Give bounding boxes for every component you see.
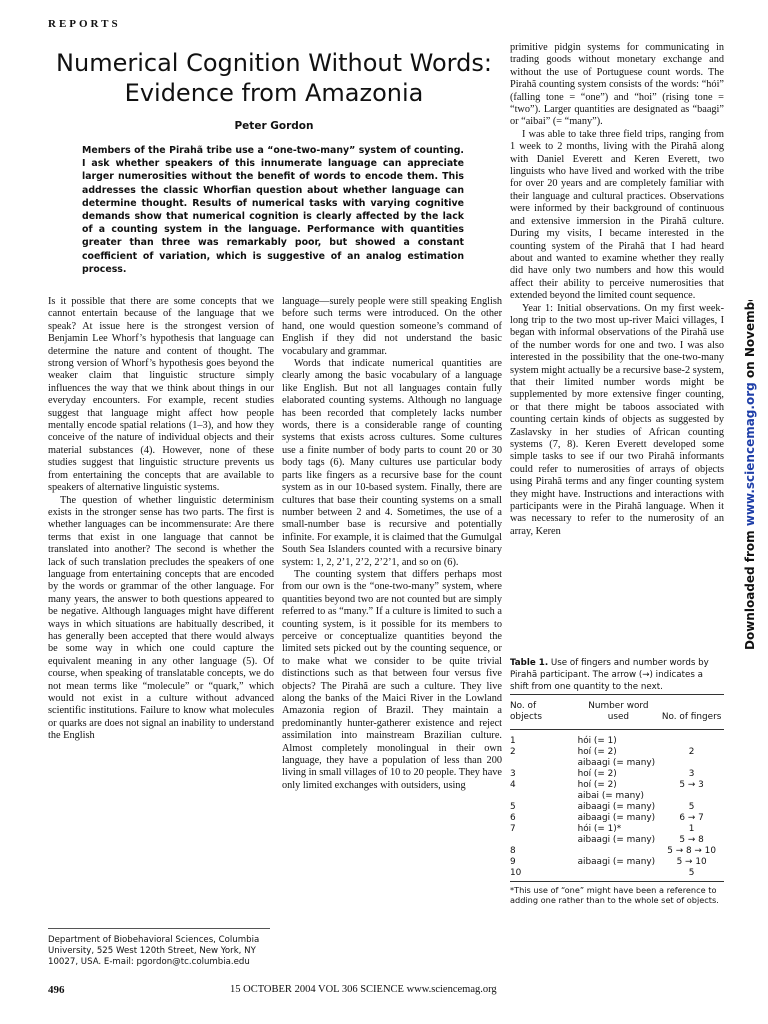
author-name: Peter Gordon <box>234 120 314 132</box>
table-cell: aibaagi (= many) <box>577 857 656 867</box>
table-cell: 1 <box>510 736 516 746</box>
table-cell: 6 <box>510 813 516 823</box>
column-header: No. of fingers <box>659 695 724 730</box>
table-cell <box>659 758 724 769</box>
body-paragraph: Words that indicate numerical quantities are clearly among the basic vocabulary of a language like English. But not all languages contain fully elaborated counting systems. Although no language has been recorded that completely lacks number words, there is a considerable range of counting systems that exists across cultures. Some cultures use a finite number of body parts to count 20 or 30 body tags (6). Many cultures use particular body parts like fingers as a recursive base for the count system as in our 10-based system. Finally, there are cultures that base their counting systems on a small number between 2 and 4. Sometimes, the use of a small-number base is recursive and potentially infinite. For example, it is claimed that the Gumulgal South Sea Islanders counted with a recursive binary system: 1, 2, 2’1, 2’2, 2’2’1, and so on (6). <box>282 358 502 568</box>
table-cell: 5 <box>659 868 724 882</box>
article-title: Numerical Cognition Without Words: Evidence from Amazonia <box>56 49 492 107</box>
table-cell: aibai (= many) <box>577 791 644 801</box>
table-cell: hoí (= 2) <box>577 769 617 779</box>
table-cell <box>659 730 724 748</box>
section-label: REPORTS <box>48 18 121 30</box>
body-paragraph: primitive pidgin systems for communicating in trading goods without monetary exchange and without the use of Portuguese count words. The Pirahã counting system consists of the words: “hói” (falling tone = “one”) and “hoi” (rising tone = “two”). Larger quantities are designated as “baagi” or “aibai” (= “many”). <box>510 42 724 128</box>
table-cell: hoí (= 2) <box>577 780 617 790</box>
table-cell: aibaagi (= many) <box>577 758 656 768</box>
table-row <box>510 868 724 882</box>
table-cell: 2 <box>688 747 695 757</box>
table-row <box>510 769 724 780</box>
table-cell: 3 <box>510 769 516 779</box>
table-row <box>510 802 724 813</box>
table-row <box>510 824 724 835</box>
table-caption <box>510 658 724 693</box>
table-cell <box>568 846 660 857</box>
table-cell: 5 → 3 <box>679 780 704 790</box>
table-row <box>510 747 724 758</box>
table-cell: hói (= 1) <box>577 736 617 746</box>
table-cell: 2 <box>510 747 516 757</box>
table-cell: 7 <box>510 824 516 834</box>
table-row <box>510 846 724 857</box>
body-paragraph: language—surely people were still speaking English before such terms were introduced. On the other hand, one would question someone’s command of English if they did not understand the basic vocabulary and grammar. <box>282 296 502 357</box>
table-cell: 5 → 8 → 10 <box>667 846 716 856</box>
download-suffix: on November 20, 2015 <box>743 300 757 383</box>
table-body <box>510 730 724 882</box>
table-row <box>510 813 724 824</box>
table-cell <box>510 835 568 846</box>
table-cell <box>659 791 724 802</box>
column-header: No. of objects <box>510 695 568 730</box>
table-header-row <box>510 695 724 730</box>
download-prefix: Downloaded from <box>743 526 757 650</box>
table-cell <box>568 868 660 882</box>
table-caption-text: Use of fingers and number words by Pirahã participant. The arrow (→) indicates a shift from one quantity to the next. <box>510 658 709 692</box>
download-watermark-svg <box>736 300 760 650</box>
table-row <box>510 857 724 868</box>
table-cell <box>510 758 568 769</box>
author-affiliation: Department of Biobehavioral Sciences, Columbia University, 525 West 120th Street, New York, NY 10027, USA. E-mail: pgordon@tc.columbia.edu <box>48 928 270 968</box>
table-cell: hoí (= 2) <box>577 747 617 757</box>
download-link[interactable]: www.sciencemag.org <box>743 382 757 527</box>
table-cell: hói (= 1)* <box>577 824 622 834</box>
body-paragraph: The counting system that differs perhaps most from our own is the “one-two-many” system, where quantities beyond two are not counted but are simply referred to as “many.” If a culture is limited to such a counting system, is it possible for its members to perceive or conceptualize quantities beyond the limited sets picked out by the counting sequence, or to make what we consider to be quite trivial distinctions such as that between four versus five objects? The Pirahã are such a culture. They live along the banks of the Maici River in the Lowland Amazonia region of Brazil. They maintain a predominantly hunter-gatherer existence and reject assimilation into mainstream Brazilian culture. Almost completely monolingual in their own language, they have a population of less than 200 living in small villages of 10 to 20 people. They have only limited exchanges with outsiders, using <box>282 568 502 791</box>
table-region <box>510 694 724 906</box>
data-table <box>510 694 724 882</box>
body-column-3 <box>510 42 724 538</box>
table-cell: 5 <box>510 802 516 812</box>
abstract: Members of the Pirahã tribe use a “one-two-many” system of counting. I ask whether speakers of this innumerate language can appreciate larger numerosities without the benefit of words to encode them. This addresses the classic Whorfian question about whether language can determine thought. Results of numerical tasks with varying cognitive demands show that numerical cognition is clearly affected by the lack of a counting system in the language. Performance with quantities greater than three was remarkably poor, but showed a constant coefficient of variation, which is suggestive of an analog estimation process. <box>82 145 464 275</box>
table-cell <box>510 791 568 802</box>
table-cell: 10 <box>510 868 568 882</box>
table-label: Table 1. <box>510 658 549 668</box>
table-cell: 5 <box>688 802 695 812</box>
table-row <box>510 780 724 791</box>
page-number: 496 <box>48 984 65 996</box>
table-cell: 8 <box>510 846 516 856</box>
table-cell: 4 <box>510 780 516 790</box>
table-cell: 3 <box>688 769 695 779</box>
table-cell: 6 → 7 <box>679 813 704 823</box>
svg-text:Downloaded from www.sciencemag <box>743 300 757 650</box>
body-column-1 <box>48 296 274 743</box>
issue-line: 15 OCTOBER 2004 VOL 306 SCIENCE www.sciencemag.org <box>230 984 497 995</box>
table-cell: 1 <box>688 824 695 834</box>
table-row <box>510 835 724 846</box>
table-cell: aibaagi (= many) <box>577 835 656 845</box>
body-paragraph: I was able to take three field trips, ranging from 1 week to 2 months, living with the Pirahã along with Daniel Everett and Keren Everett, two linguists who have lived and worked with the tribe for over 20 years and are completely familiar with their language and cultural practices. Observations were informed by their background of continuous and extensive immersion in the Pirahã culture. During my visits, I became interested in the counting system of the Pirahã that I had heard about and wanted to examine whether they really did have only two numbers and how this would affect their ability to perceive numerosities that extended beyond the limited count sequence. <box>510 128 724 302</box>
table-cell: 5 → 10 <box>676 857 707 867</box>
column-header: Number word used <box>568 695 660 730</box>
table-row <box>510 791 724 802</box>
table-row <box>510 758 724 769</box>
body-column-2 <box>282 296 502 792</box>
table-row <box>510 730 724 748</box>
table-cell: aibaagi (= many) <box>577 813 656 823</box>
download-watermark <box>736 300 760 650</box>
body-paragraph: The question of whether linguistic determinism exists in the stronger sense has two parts. The first is whether languages can be incommensurate: Are there terms that exist in one language that cannot be translated into another? The second is whether the lack of such translation precludes the speakers of one language from entertaining concepts that are encoded by the words or grammar of the other language. For many years, the answer to both questions appeared to be negative. Although languages might have different ways in which situations are habitually described, it has generally been accepted that there would always be some way in which one could capture the equivalent meaning in any other language (5). Of course, when speaking of translatable concepts, we do not mean terms like “molecule” or “quark,” which would not exist in a culture without advanced scientific institutions. Failure to know what molecules or quarks are does not signal an inability to understand the English <box>48 494 274 742</box>
table-cell: 5 → 8 <box>679 835 704 845</box>
body-paragraph: Is it possible that there are some concepts that we cannot entertain because of the language that we speak? At issue here is the strongest version of Benjamin Lee Whorf’s hypothesis that language can determine the nature and content of thought. The strong version of Whorf’s hypothesis goes beyond the weaker claim that linguistic structure simply influences the way that we think about things in our everyday encounters. For example, recent studies suggest that language might affect how people mentally encode spatial relations (1–3), and how they conceive of the nature of individual objects and their material substances (4). However, none of these studies suggest that linguistic structure prevents us from entertaining the concepts that are available to speakers of alternative linguistic systems. <box>48 296 274 494</box>
table-cell: 9 <box>510 857 516 867</box>
body-paragraph: Year 1: Initial observations. On my first week-long trip to the two most up-river Maici villages, I began with informal observations of the Pirahã use of the number words for one and two. I was also interested in the possibility that the one-two-many system might actually be a recursive base-2 system, that their limited number words might be supplemented by more extensive finger counting, or that there might be taboos associated with counting certain kinds of objects as suggested by Zaslavsky in her studies of African counting systems (7, 8). Keren Everett developed some simple tasks to see if our two Pirahã informants could refer to numerosities of arrays of objects using Pirahã terms and any finger counting system they might have. Instructions and interactions with participants were in the Pirahã language. When it was necessary to refer to the numerosity of an array, Keren <box>510 302 724 537</box>
table-cell: aibaagi (= many) <box>577 802 656 812</box>
table-footnote: *This use of “one” might have been a reference to adding one rather than to the whole set of objects. <box>510 885 719 906</box>
